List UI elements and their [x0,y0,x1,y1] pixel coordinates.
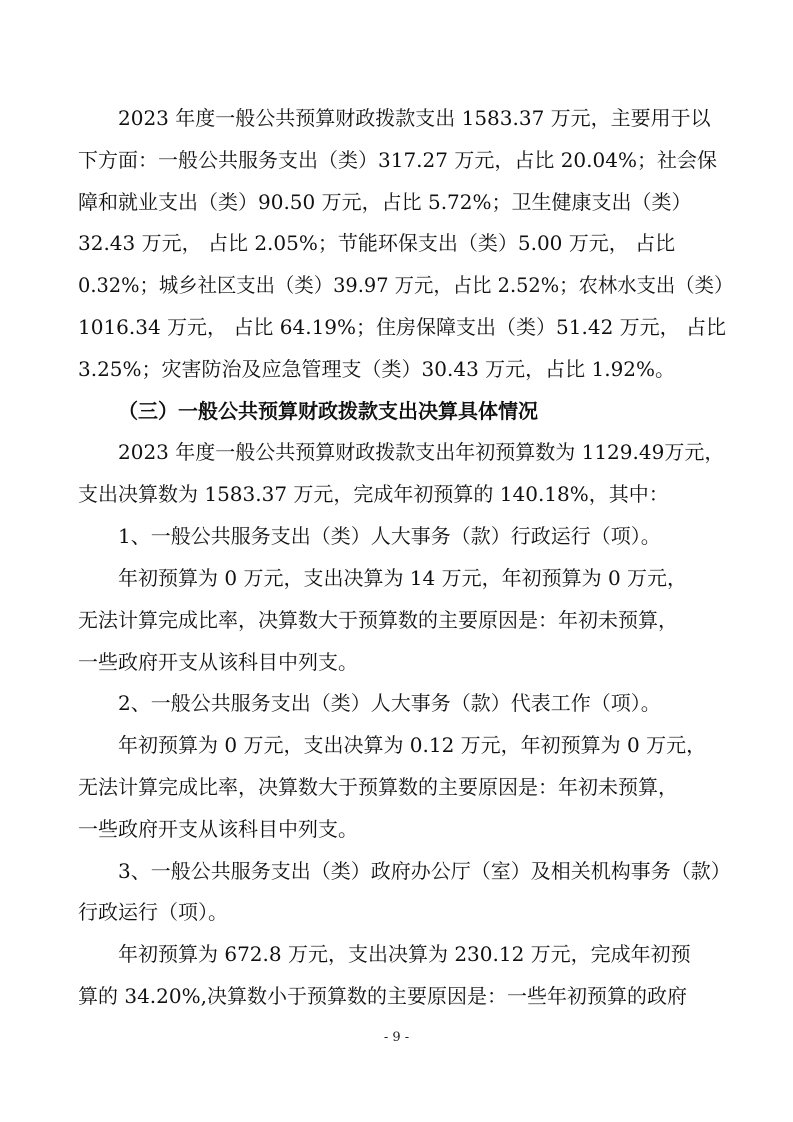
text-line: 年初预算为 0 万元，支出决算为 14 万元，年初预算为 0 万元， [118,566,688,590]
text-line: 32.43 万元， 占比 2.05%；节能环保支出（类）5.00 万元， 占比 [78,231,676,255]
item-title: 1、一般公共服务支出（类）人大事务（款）行政运行（项）。 [118,524,661,548]
text-line: 2023 年度一般公共预算财政拨款支出 1583.37 万元，主要用于以 [118,106,711,130]
text-line: 行政运行（项）。 [78,900,228,924]
section-heading: （三）一般公共预算财政拨款支出决算具体情况 [118,399,538,423]
page-number: - 9 - [383,1030,410,1045]
text-line: 年初预算为 0 万元，支出决算为 0.12 万元，年初预算为 0 万元， [118,733,707,757]
text-line: 3.25%；灾害防治及应急管理支（类）30.43 万元，占比 1.92%。 [78,357,676,381]
text-line: 0.32%；城乡社区支出（类）39.97 万元，占比 2.52%；农林水支出（类） [78,273,734,297]
text-line: 1016.34 万元， 占比 64.19%；住房保障支出（类）51.42 万元， 占比 [78,315,727,339]
text-line: 2023 年度一般公共预算财政拨款支出年初预算数为 1129.49万元， [118,440,725,464]
text-line: 年初预算为 672.8 万元，支出决算为 230.12 万元，完成年初预 [118,942,691,966]
text-line: 下方面：一般公共服务支出（类）317.27 万元，占比 20.04%；社会保 [78,148,717,172]
text-line: 算的 34.20%,决算数小于预算数的主要原因是：一些年初预算的政府 [78,984,687,1008]
text-line: 一些政府开支从该科目中列支。 [78,650,358,674]
text-line: 无法计算完成比率，决算数大于预算数的主要原因是：年初未预算， [78,775,678,799]
text-line: 一些政府开支从该科目中列支。 [78,817,358,841]
item-title: 3、一般公共服务支出（类）政府办公厅（室）及相关机构事务（款） [118,859,731,883]
item-title: 2、一般公共服务支出（类）人大事务（款）代表工作（项）。 [118,691,661,715]
text-line: 支出决算数为 1583.37 万元，完成年初预算的 140.18%，其中： [78,482,669,506]
text-line: 障和就业支出（类）90.50 万元，占比 5.72%；卫生健康支出（类） [78,190,692,214]
text-line: 无法计算完成比率，决算数大于预算数的主要原因是：年初未预算， [78,608,678,632]
